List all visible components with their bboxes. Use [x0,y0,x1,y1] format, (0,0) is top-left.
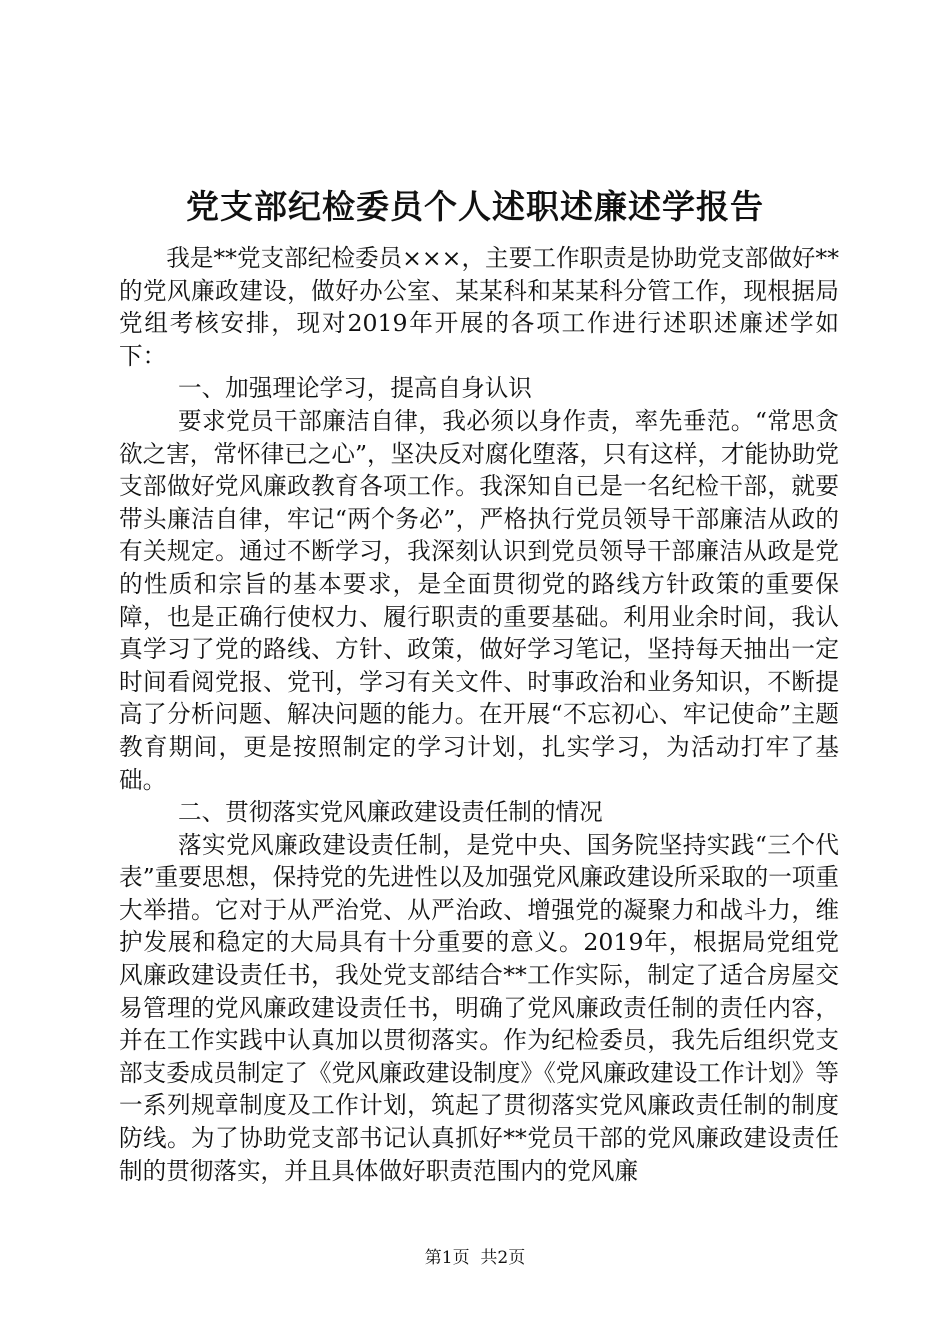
document-title: 党支部纪检委员个人述职述廉述学报告 [186,187,764,226]
section-1-paragraph: 要求党员干部廉洁自律，我必须以身作责，率先垂范。“常思贪欲之害，常怀律已之心”，坚决反对腐化堕落，只有这样，才能协助党支部做好党风廉政教育各项工作。我深知自已是一名纪检干部，就要带头廉洁自律，牢记“两个务必”，严格执行党员领导干部廉洁从政的有关规定。通过不断学习，我深刻认识到党员领导干部廉洁从政是党的性质和宗旨的基本要求，是全面贯彻党的路线方针政策的重要保障，也是正确行使权力、履行职责的重要基础。利用业余时间，我认真学习了党的路线、方针、政策，做好学习笔记，坚持每天抽出一定时间看阅党报、党刊，学习有关文件、时事政治和业务知识，不断提高了分析问题、解决问题的能力。在开展“不忘初心、牢记使命”主题教育期间，更是按照制定的学习计划，扎实学习，为活动打牢了基础。 [119,406,839,794]
page-footer [0,1246,950,1270]
intro-paragraph: 我是**党支部纪检委员×××，主要工作职责是协助党支部做好**的党风廉政建设，做好办公室、某某科和某某科分管工作，现根据局党组考核安排，现对2019年开展的各项工作进行述职述廉述学如下： [119,244,839,370]
section-2-paragraph: 落实党风廉政建设责任制，是党中央、国务院坚持实践“三个代表”重要思想，保持党的先进性以及加强党风廉政建设所采取的一项重大举措。它对于从严治党、从严治政、增强党的凝聚力和战斗力，维护发展和稳定的大局具有十分重要的意义。2019年，根据局党组党风廉政建设责任书，我处党支部结合**工作实际，制定了适合房屋交易管理的党风廉政建设责任书，明确了党风廉政责任制的责任内容，并在工作实践中认真加以贯彻落实。作为纪检委员，我先后组织党支部支委成员制定了《党风廉政建设制度》《党风廉政建设工作计划》等一系列规章制度及工作计划，筑起了贯彻落实党风廉政责任制的制度防线。为了协助党支部书记认真抓好**党员干部的党风廉政建设责任制的贯彻落实，并且具体做好职责范围内的党风廉 [119,830,839,1185]
page-number: 第1页 共2页 [424,1248,526,1268]
section-1-heading: 一、加强理论学习，提高自身认识 [178,374,532,403]
section-2-heading: 二、贯彻落实党风廉政建设责任制的情况 [178,798,603,827]
document-body [119,242,839,1187]
